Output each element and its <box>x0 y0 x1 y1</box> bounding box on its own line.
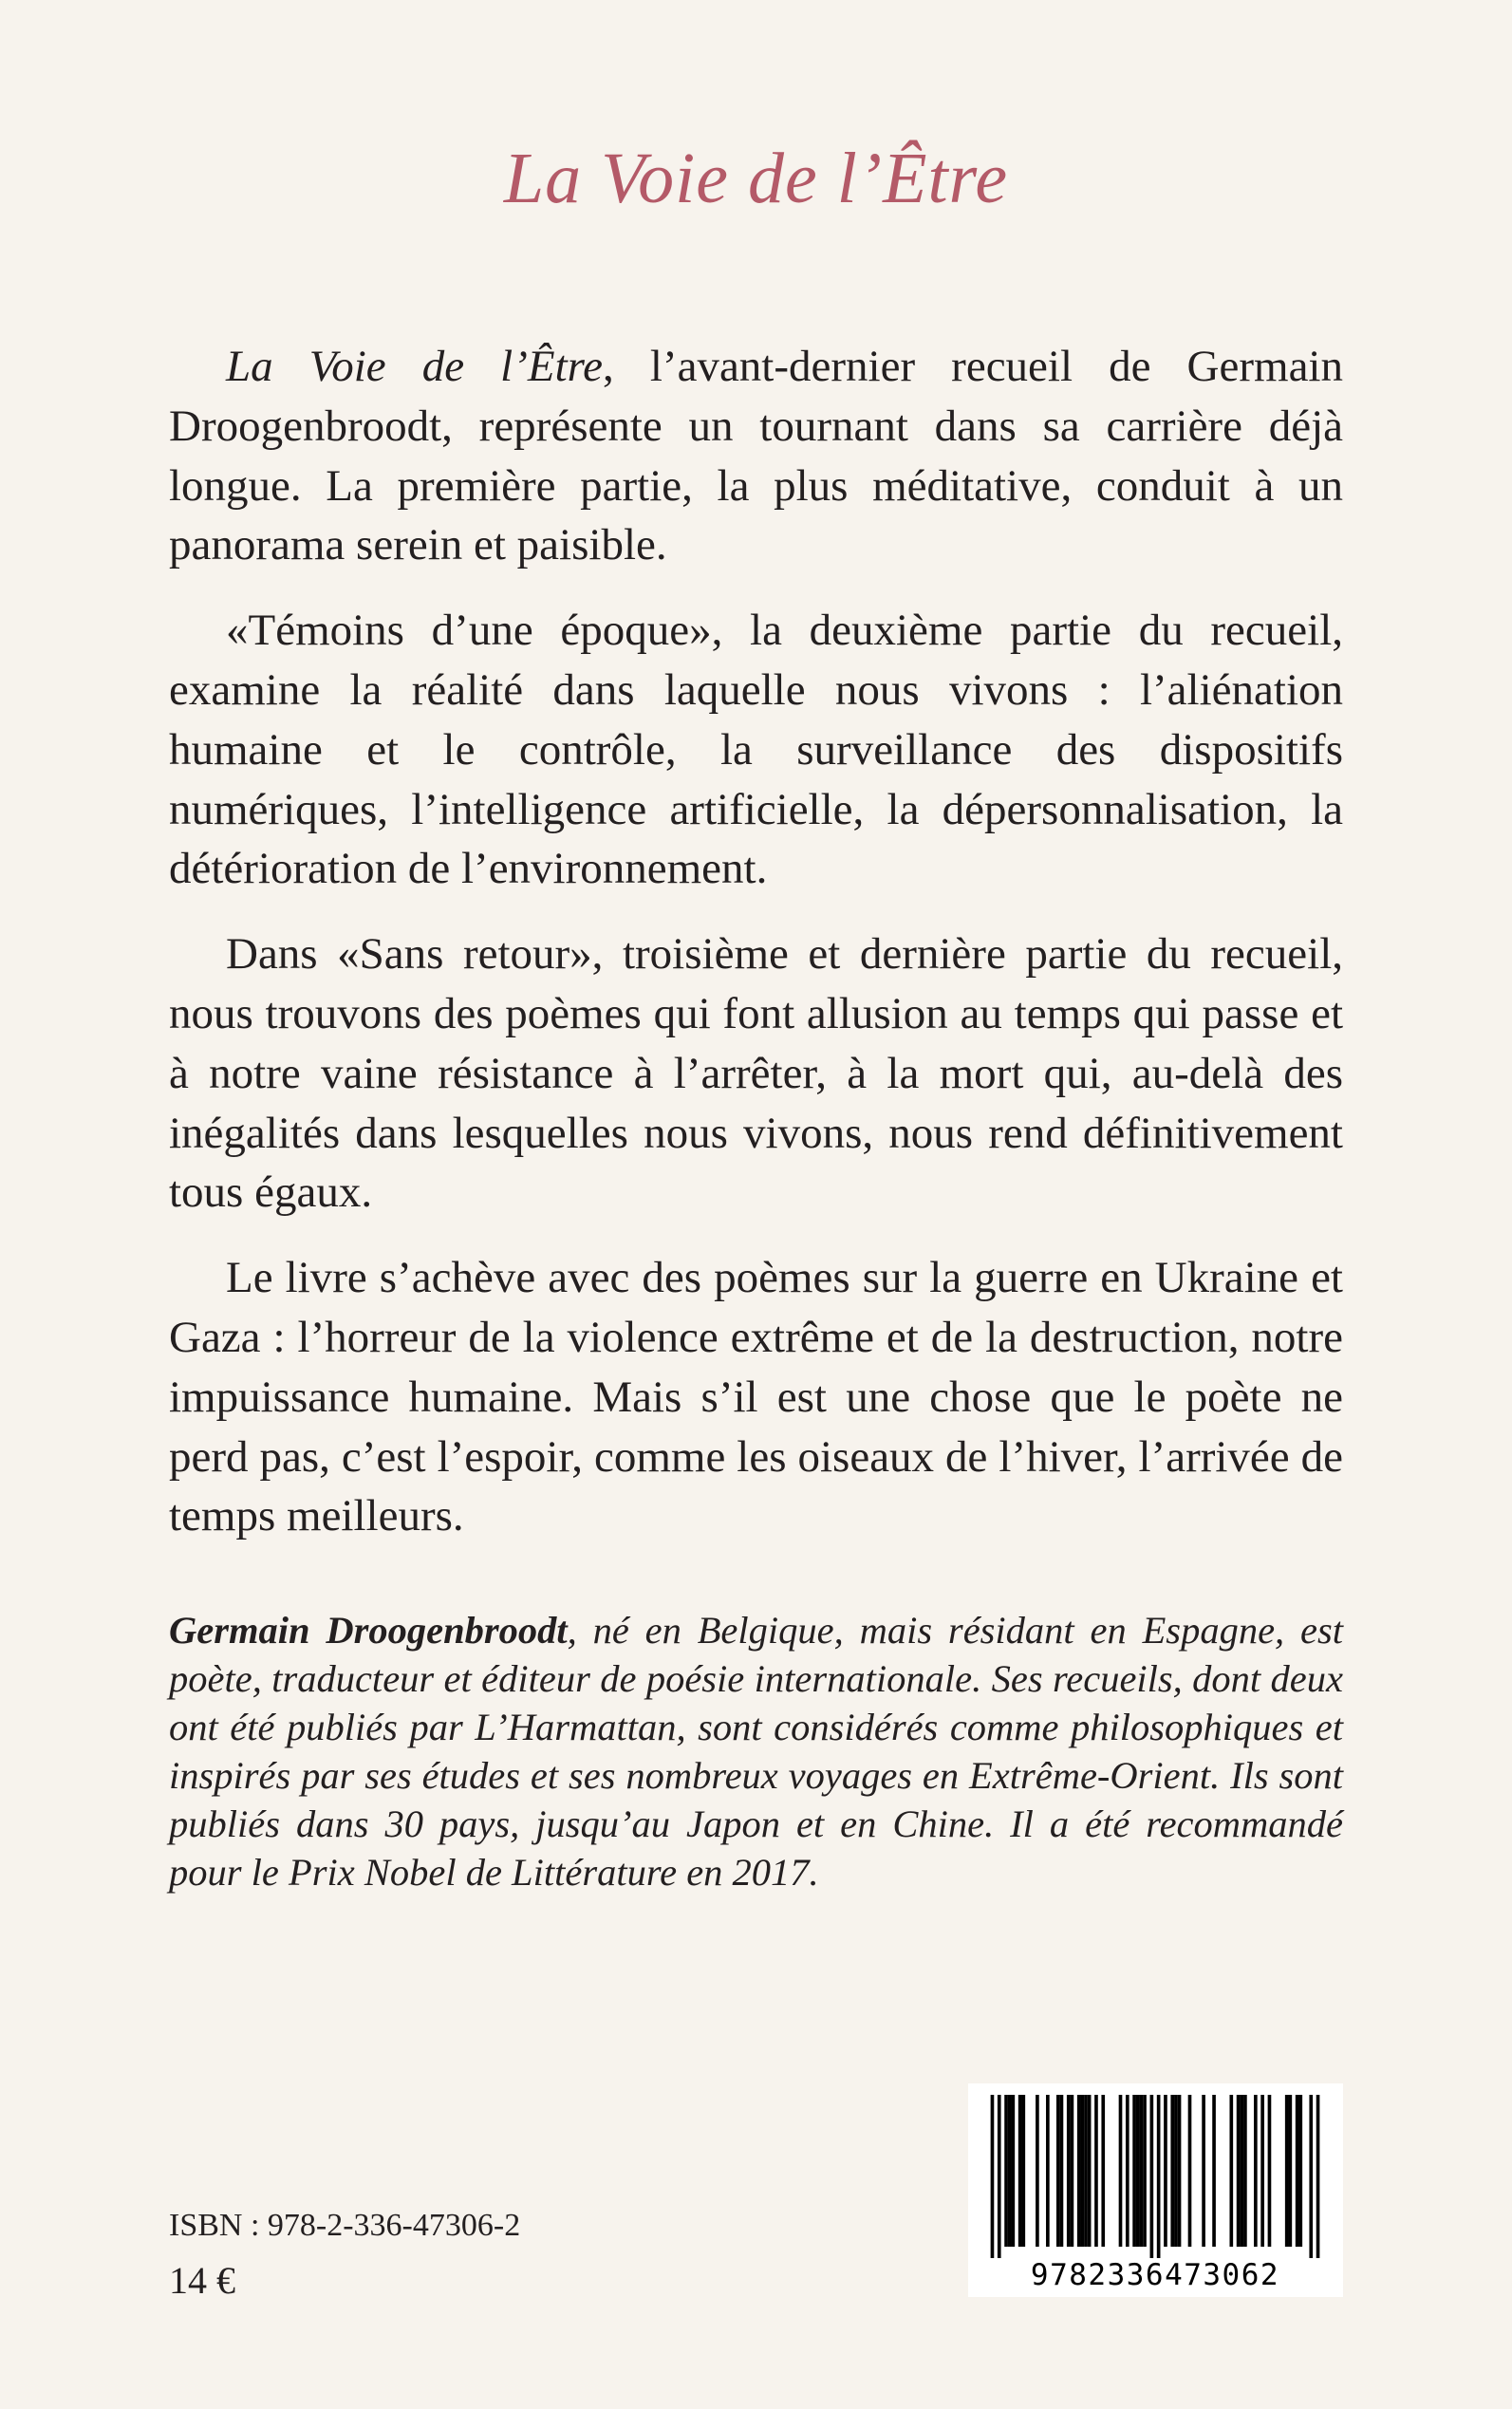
barcode-bar <box>1296 2095 1299 2247</box>
author-name: Germain Droogenbroodt <box>169 1609 568 1652</box>
barcode-bar <box>1260 2095 1264 2247</box>
book-title: La Voie de l’Être <box>503 139 1009 218</box>
barcode-bar <box>1240 2095 1243 2247</box>
isbn: ISBN : 978-2-336-47306-2 <box>169 2208 521 2243</box>
barcode-bar <box>1316 2095 1320 2258</box>
barcode-bar <box>1126 2095 1129 2247</box>
barcode-bar <box>1077 2095 1081 2247</box>
barcode-bar <box>1101 2095 1105 2247</box>
barcode-bar <box>1178 2095 1182 2247</box>
barcode-bar <box>1309 2095 1313 2258</box>
barcode-bar <box>1056 2095 1060 2247</box>
barcode-bar <box>1046 2095 1050 2247</box>
barcode-bar <box>1254 2095 1258 2247</box>
barcode-bar <box>1188 2095 1192 2247</box>
barcode-bar <box>1088 2095 1092 2247</box>
barcode-bar <box>1071 2095 1074 2247</box>
barcode-digits: 9782336473062 <box>1030 2258 1280 2292</box>
barcode-bar <box>1084 2095 1088 2247</box>
blurb-paragraph-2: «Témoins d’une époque», la deuxième partie du recueil, examine la réalité dans laquelle nous vivons : l’aliénation humaine et le contrôle, la surveillance des dispositifs numériques, l’intelligence artificielle, la dépersonnalisation, la détérioration de l’environnement. <box>169 606 1343 894</box>
barcode-bars <box>991 2095 1320 2258</box>
barcode-bar <box>1060 2095 1064 2247</box>
barcode-bar <box>1021 2095 1025 2247</box>
barcode <box>968 2083 1343 2297</box>
barcode-bar <box>1119 2095 1123 2247</box>
barcode-bar <box>1143 2095 1147 2247</box>
barcode-bar <box>1170 2095 1174 2247</box>
barcode-bar <box>1268 2095 1272 2247</box>
barcode-bar <box>1094 2095 1098 2247</box>
blurb-paragraph-1 <box>169 337 1343 575</box>
barcode-bar <box>1136 2095 1140 2247</box>
author-bio <box>169 1606 1343 1896</box>
barcode-bar <box>1081 2095 1085 2247</box>
barcode-bar <box>1243 2095 1247 2247</box>
barcode-bar <box>1157 2095 1161 2258</box>
barcode-bar <box>1285 2095 1289 2247</box>
barcode-bar <box>1237 2095 1241 2247</box>
barcode-image <box>968 2083 1343 2297</box>
blurb-paragraph-1-text: , l’avant-dernier recueil de Germain Droogenbroodt, représente un tournant dans sa carrière déjà longue. La première partie, la plus méditative, conduit à un panorama serein et paisible. <box>169 342 1343 570</box>
barcode-bar <box>1212 2095 1216 2247</box>
barcode-bar <box>1018 2095 1022 2247</box>
barcode-bar <box>1289 2095 1293 2247</box>
barcode-bar <box>1174 2095 1178 2247</box>
barcode-bar <box>998 2095 1001 2258</box>
barcode-bar <box>991 2095 995 2258</box>
blurb-paragraph-3: Dans «Sans retour», troisième et dernière partie du recueil, nous trouvons des poèmes qui font allusion au temps qui passe et à notre vaine résistance à l’arrêter, à la mort qui, au-delà des inégalités dans lesquelles nous vivons, nous rend définitivement tous égaux. <box>169 929 1343 1218</box>
barcode-bar <box>1140 2095 1144 2247</box>
barcode-bar <box>1067 2095 1071 2247</box>
barcode-bar <box>1298 2095 1302 2247</box>
barcode-bar <box>1150 2095 1154 2258</box>
barcode-bar <box>1012 2095 1016 2247</box>
barcode-bar <box>1132 2095 1136 2247</box>
barcode-bar <box>1164 2095 1167 2247</box>
barcode-bar <box>1202 2095 1205 2247</box>
barcode-bar <box>1004 2095 1008 2247</box>
barcode-bar <box>1036 2095 1039 2247</box>
barcode-bar <box>1229 2095 1233 2247</box>
blurb-paragraph-4: Le livre s’achève avec des poèmes sur la guerre en Ukraine et Gaza : l’horreur de la violence extrême et de la destruction, notre impuissance humaine. Mais s’il est une chose que le poète ne perd pas, c’est l’espoir, comme les oiseaux de l’hiver, l’arrivée de temps meilleurs. <box>169 1253 1343 1541</box>
price: 14 € <box>169 2259 235 2302</box>
author-bio-text: , né en Belgique, mais résidant en Espagne, est poète, traducteur et éditeur de poésie internationale. Ses recueils, dont deux ont été publiés par L’Harmattan, sont considérés comme philosophiques et inspirés par ses études et ses nombreux voyages en Extrême-Orient. Ils sont publiés dans 30 pays, jusqu’au Japon et en Chine. Il a été recommandé pour le Prix Nobel de Littérature en 2017. <box>169 1609 1343 1894</box>
barcode-bar <box>1008 2095 1012 2247</box>
back-cover-blurb <box>169 337 1343 1546</box>
book-title-inline: La Voie de l’Être <box>226 342 604 391</box>
